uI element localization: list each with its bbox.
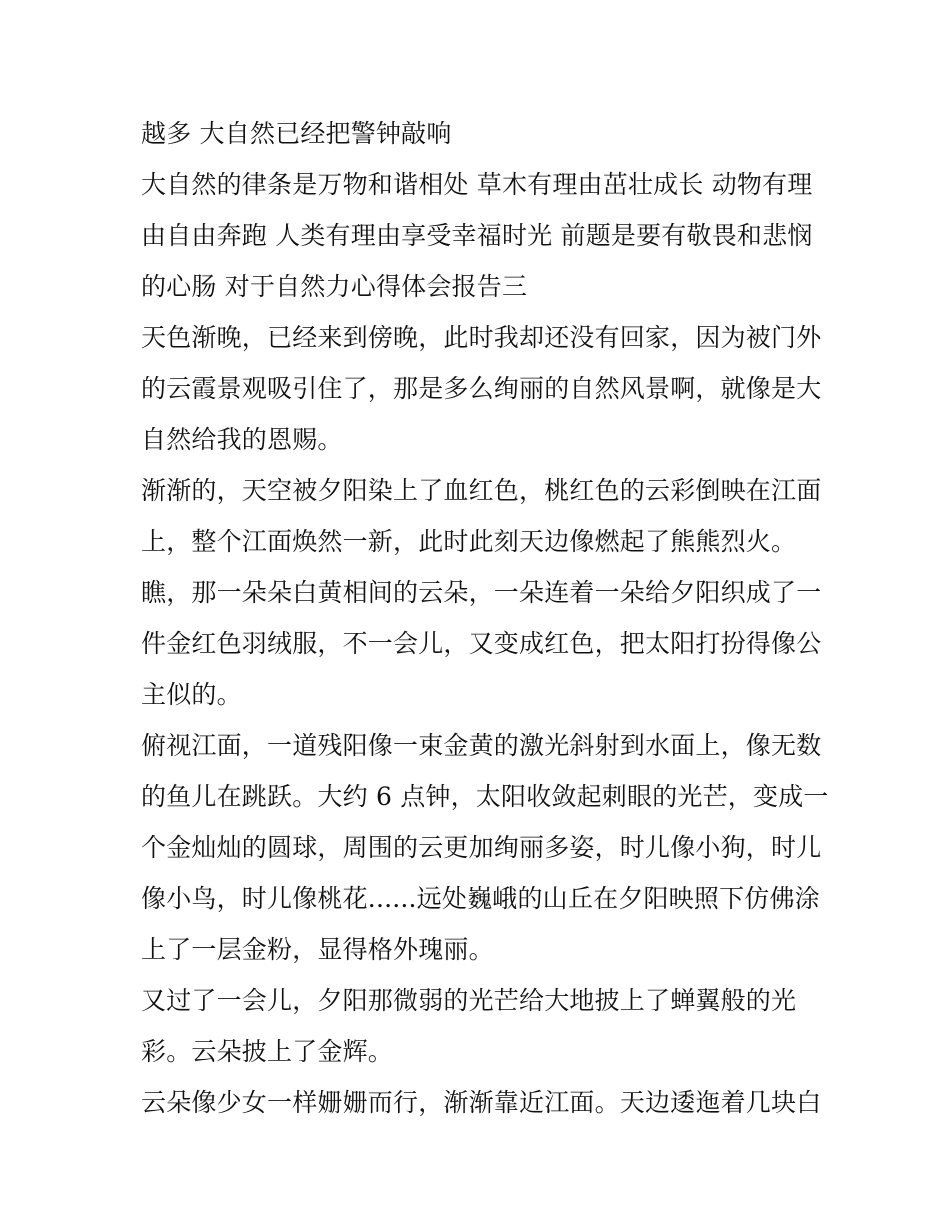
text-line: 个金灿灿的圆球，周围的云更加绚丽多姿，时儿像小狗，时儿 <box>141 833 822 862</box>
text-line: 主似的。 <box>141 680 242 709</box>
text-line: 自然给我的恩赐。 <box>141 425 343 454</box>
text-line: 的心肠 对于自然力心得体会报告三 <box>141 272 528 301</box>
text-line: 上了一层金粉，显得格外瑰丽。 <box>141 935 494 964</box>
text-line: 上，整个江面焕然一新，此时此刻天边像燃起了熊熊烈火。 <box>141 527 797 556</box>
text-line: 像小鸟，时儿像桃花......远处巍峨的山丘在夕阳映照下仿佛涂 <box>141 884 820 913</box>
text-line: 由自由奔跑 人类有理由享受幸福时光 前题是要有敬畏和悲悯 <box>141 221 813 250</box>
text-line: 的云霞景观吸引住了，那是多么绚丽的自然风景啊，就像是大 <box>141 374 822 403</box>
text-line: 大自然的律条是万物和谐相处 草木有理由茁壮成长 动物有理 <box>141 170 813 199</box>
text-line: 云朵像少女一样姗姗而行，渐渐靠近江面。天边逶迤着几块白 <box>141 1088 822 1117</box>
document-body <box>141 108 829 1128</box>
text-line: 又过了一会儿，夕阳那微弱的光芒给大地披上了蝉翼般的光 <box>141 986 797 1015</box>
text-line: 越多 大自然已经把警钟敲响 <box>141 119 452 148</box>
text-line: 彩。云朵披上了金辉。 <box>141 1037 394 1066</box>
text-line: 渐渐的，天空被夕阳染上了血红色，桃红色的云彩倒映在江面 <box>141 476 822 505</box>
text-line: 天色渐晚，已经来到傍晚，此时我却还没有回家，因为被门外 <box>141 323 822 352</box>
text-line: 的鱼儿在跳跃。大约 6 点钟，太阳收敛起刺眼的光芒，变成一 <box>141 782 829 811</box>
text-line: 俯视江面，一道残阳像一束金黄的激光斜射到水面上，像无数 <box>141 731 822 760</box>
text-line: 件金红色羽绒服，不一会儿，又变成红色，把太阳打扮得像公 <box>141 629 822 658</box>
text-line: 瞧，那一朵朵白黄相间的云朵，一朵连着一朵给夕阳织成了一 <box>141 578 822 607</box>
